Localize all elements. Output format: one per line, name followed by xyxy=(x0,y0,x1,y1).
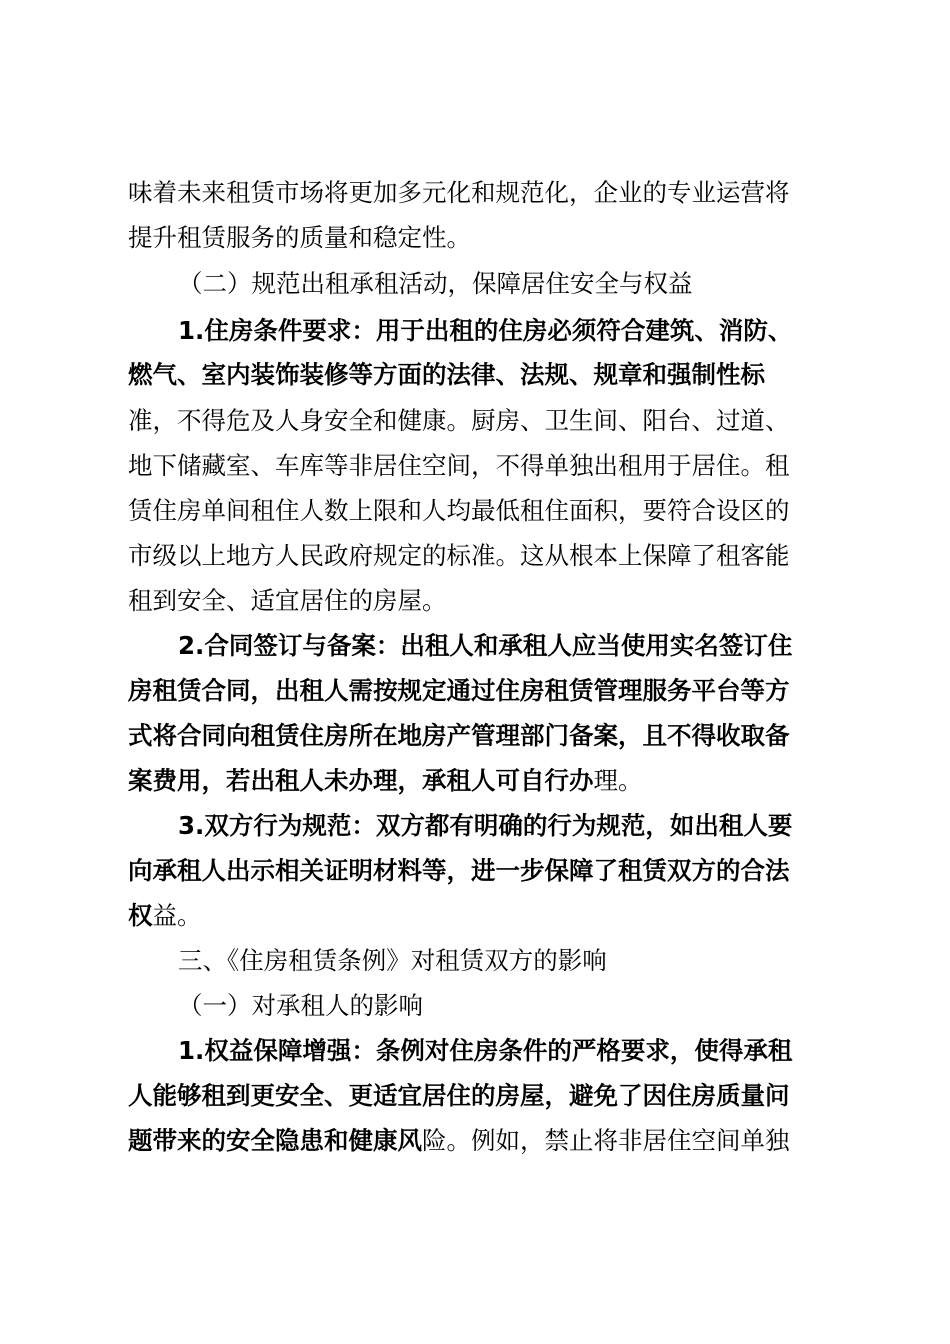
paragraph-line: 人能够租到更安全、更适宜居住的房屋，避免了因住房质量问 xyxy=(128,1081,790,1110)
paragraph-line: 权益。 xyxy=(128,901,202,930)
paragraph-line: 准，不得危及人身安全和健康。厨房、卫生间、阳台、过道、 xyxy=(128,406,790,435)
paragraph-line-housing-requirements: 1.住房条件要求：用于出租的住房必须符合建筑、消防、 xyxy=(178,316,793,345)
paragraph-line: 赁住房单间租住人数上限和人均最低租住面积，要符合设区的 xyxy=(128,496,790,525)
paragraph-line-continuation: 提升租赁服务的质量和稳定性。 xyxy=(128,223,471,252)
section-heading-2: （二）规范出租承租活动，保障居住安全与权益 xyxy=(178,269,693,298)
section-heading-3-1: （一）对承租人的影响 xyxy=(178,991,423,1020)
paragraph-line: 租到安全、适宜居住的房屋。 xyxy=(128,586,447,615)
paragraph-line: 题带来的安全隐患和健康风险。例如，禁止将非居住空间单独 xyxy=(128,1126,790,1155)
paragraph-line: 市级以上地方人民政府规定的标准。这从根本上保障了租客能 xyxy=(128,541,790,570)
paragraph-line-contract-filing: 2.合同签订与备案：出租人和承租人应当使用实名签订住 xyxy=(178,631,793,660)
paragraph-line-behavior-norms: 3.双方行为规范：双方都有明确的行为规范，如出租人要 xyxy=(178,811,793,840)
paragraph-line: 案费用，若出租人未办理，承租人可自行办理。 xyxy=(128,766,643,795)
paragraph-line: 燃气、室内装饰装修等方面的法律、法规、规章和强制性标 xyxy=(128,360,765,389)
section-heading-3: 三、《住房租赁条例》对租赁双方的影响 xyxy=(178,946,607,975)
paragraph-line: 式将合同向租赁住房所在地房产管理部门备案，且不得收取备 xyxy=(128,721,790,750)
paragraph-line-rights-protection: 1.权益保障增强：条例对住房条件的严格要求，使得承租 xyxy=(178,1036,793,1065)
paragraph-line: 地下储藏室、车库等非居住空间，不得单独出租用于居住。租 xyxy=(128,451,790,480)
paragraph-line: 房租赁合同，出租人需按规定通过住房租赁管理服务平台等方 xyxy=(128,676,790,705)
paragraph-line: 向承租人出示相关证明材料等，进一步保障了租赁双方的合法 xyxy=(128,856,790,885)
paragraph-line-continuation: 味着未来租赁市场将更加多元化和规范化，企业的专业运营将 xyxy=(128,178,790,207)
